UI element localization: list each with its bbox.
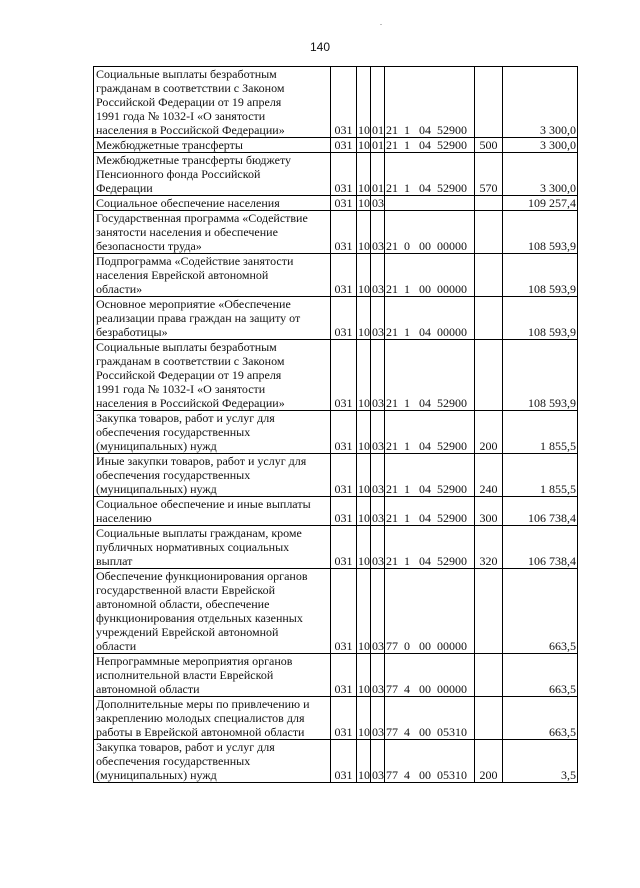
- row-name-line: области»: [96, 282, 143, 296]
- row-name: [94, 196, 331, 211]
- row-name-line: (муниципальных) нужд: [96, 482, 217, 496]
- row-subsection: 03: [371, 411, 385, 454]
- row-target-code: 21 1 00 00000: [385, 254, 475, 297]
- row-sum: 109 257,4: [503, 196, 578, 211]
- row-section: 10: [357, 697, 371, 740]
- row-name-line: обеспечения государственных: [96, 754, 251, 768]
- row-name-line: населения в Российской Федерации»: [96, 123, 285, 137]
- row-name-line: автономной области: [96, 682, 200, 696]
- row-sum: 663,5: [503, 569, 578, 654]
- row-subsection: 01: [371, 67, 385, 138]
- row-expense-type: [475, 211, 503, 254]
- row-subsection: 03: [371, 740, 385, 783]
- row-target-code: 21 1 04 52900: [385, 497, 475, 526]
- row-target-code: 77 4 00 00000: [385, 654, 475, 697]
- row-sum: 663,5: [503, 697, 578, 740]
- row-subsection: 03: [371, 254, 385, 297]
- row-target-code: 21 1 04 00000: [385, 297, 475, 340]
- row-name: [94, 153, 331, 196]
- row-name: [94, 526, 331, 569]
- row-name-line: публичных нормативных социальных: [96, 540, 290, 554]
- row-target-code: 21 1 04 52900: [385, 67, 475, 138]
- row-section: 10: [357, 153, 371, 196]
- row-target-code: 77 4 00 05310: [385, 697, 475, 740]
- row-name-line: гражданам в соответствии с Законом: [96, 81, 285, 95]
- row-name-line: области: [96, 639, 137, 653]
- row-name-line: 1991 года № 1032-I «О занятости: [96, 109, 266, 123]
- row-target-code: 21 1 04 52900: [385, 138, 475, 153]
- row-ved: 031: [331, 297, 357, 340]
- row-name-line: Социальные выплаты безработным: [96, 340, 277, 354]
- row-section: 10: [358, 196, 370, 210]
- row-ved: 031: [331, 497, 357, 526]
- row-ved: 031: [331, 340, 357, 411]
- row-name-line: закреплению молодых специалистов для: [96, 711, 305, 725]
- row-expense-type: [475, 254, 503, 297]
- row-target-code: 21 1 04 52900: [385, 454, 475, 497]
- table-row: [94, 454, 578, 497]
- row-name-line: обеспечения государственных: [96, 425, 251, 439]
- row-name-line: гражданам в соответствии с Законом: [96, 354, 285, 368]
- row-expense-type: [475, 67, 503, 138]
- row-name: [94, 654, 331, 697]
- row-sum: 108 593,9: [503, 340, 578, 411]
- row-subsection: 03: [371, 454, 385, 497]
- row-expense-type: [475, 297, 503, 340]
- row-target-code: 21 0 00 00000: [385, 211, 475, 254]
- row-section: 10: [358, 138, 370, 152]
- table-row: [94, 497, 578, 526]
- row-name-line: исполнительной власти Еврейской: [96, 668, 274, 682]
- row-name-line: Непрограммные мероприятия органов: [96, 654, 293, 668]
- row-name-line: Российской Федерации от 19 апреля: [96, 95, 282, 109]
- row-name-line: Обеспечение функционирования органов: [96, 569, 308, 583]
- row-name-line: Социальное обеспечение населения: [96, 196, 280, 210]
- row-name-line: Государственная программа «Содействие: [96, 211, 308, 225]
- row-ved: 031: [331, 654, 357, 697]
- row-name-line: выплат: [96, 554, 133, 568]
- row-section: 10: [357, 569, 371, 654]
- row-subsection: 01: [372, 138, 384, 152]
- row-name: [94, 740, 331, 783]
- row-expense-type: 200: [475, 740, 503, 783]
- row-ved: 031: [331, 454, 357, 497]
- row-sum: 3,5: [503, 740, 578, 783]
- row-subsection: 03: [371, 497, 385, 526]
- table-row: [94, 254, 578, 297]
- row-section: 10: [357, 340, 371, 411]
- row-section: 10: [357, 654, 371, 697]
- row-name-line: Закупка товаров, работ и услуг для: [96, 411, 275, 425]
- row-expense-type: 500: [475, 138, 503, 153]
- row-ved: 031: [331, 411, 357, 454]
- row-name: [94, 254, 331, 297]
- row-name-line: Межбюджетные трансферты: [96, 138, 243, 152]
- row-name-line: Пенсионного фонда Российской: [96, 167, 261, 181]
- row-name-line: населению: [96, 511, 152, 525]
- row-expense-type: [475, 569, 503, 654]
- row-expense-type: 300: [475, 497, 503, 526]
- row-sum: 108 593,9: [503, 254, 578, 297]
- row-name-line: функционирования отдельных казенных: [96, 611, 303, 625]
- page-number: 140: [309, 40, 331, 54]
- row-name: [94, 340, 331, 411]
- row-name-line: Социальные выплаты безработным: [96, 67, 277, 81]
- row-section: 10: [357, 454, 371, 497]
- row-name-line: Российской Федерации от 19 апреля: [96, 368, 282, 382]
- row-sum: 106 738,4: [503, 497, 578, 526]
- row-name-line: Социальные выплаты гражданам, кроме: [96, 526, 302, 540]
- row-name-line: обеспечения государственных: [96, 468, 251, 482]
- row-sum: 1 855,5: [503, 411, 578, 454]
- row-target-code: 21 1 04 52900: [385, 153, 475, 196]
- row-sum: 108 593,9: [503, 211, 578, 254]
- row-name-line: автономной области, обеспечение: [96, 597, 270, 611]
- row-name-line: работы в Еврейской автономной области: [96, 725, 305, 739]
- row-name-line: (муниципальных) нужд: [96, 768, 217, 782]
- row-sum: 106 738,4: [503, 526, 578, 569]
- row-section: 10: [357, 211, 371, 254]
- row-name-line: учреждений Еврейской автономной: [96, 625, 279, 639]
- row-sum: 663,5: [503, 654, 578, 697]
- row-expense-type: [475, 340, 503, 411]
- row-section: 10: [357, 297, 371, 340]
- row-target-code: 21 1 04 52900: [385, 340, 475, 411]
- table-row: [94, 740, 578, 783]
- row-section: 10: [357, 411, 371, 454]
- row-ved: 031: [331, 153, 357, 196]
- row-sum: 3 300,0: [503, 153, 578, 196]
- row-name-line: Закупка товаров, работ и услуг для: [96, 740, 275, 754]
- table-row: [94, 67, 578, 138]
- row-target-code: [385, 196, 475, 211]
- row-subsection: 03: [371, 654, 385, 697]
- row-target-code: 21 1 04 52900: [385, 526, 475, 569]
- row-name-line: Дополнительные меры по привлечению и: [96, 697, 310, 711]
- row-ved: 031: [331, 526, 357, 569]
- row-name-line: занятости населения и обеспечение: [96, 225, 278, 239]
- row-subsection: 03: [371, 526, 385, 569]
- table-row: [94, 697, 578, 740]
- row-sum: 1 855,5: [503, 454, 578, 497]
- row-name: [94, 411, 331, 454]
- row-expense-type: 320: [475, 526, 503, 569]
- row-section: 10: [357, 67, 371, 138]
- row-name-line: населения в Российской Федерации»: [96, 396, 285, 410]
- row-name: [94, 569, 331, 654]
- table-row: [94, 526, 578, 569]
- row-expense-type: 240: [475, 454, 503, 497]
- row-name-line: безопасности труда»: [96, 239, 202, 253]
- row-section: 10: [357, 740, 371, 783]
- row-subsection: 03: [371, 211, 385, 254]
- row-name-line: Основное мероприятие «Обеспечение: [96, 297, 291, 311]
- row-name-line: Подпрограмма «Содействие занятости: [96, 254, 294, 268]
- table-row: [94, 297, 578, 340]
- row-ved: 031: [331, 254, 357, 297]
- row-name-line: 1991 года № 1032-I «О занятости: [96, 382, 266, 396]
- table-row: [94, 340, 578, 411]
- table-row: [94, 411, 578, 454]
- row-subsection: 03: [371, 340, 385, 411]
- table-row: [94, 211, 578, 254]
- row-subsection: 03: [371, 297, 385, 340]
- row-name-line: Федерации: [96, 181, 153, 195]
- row-ved: 031: [331, 740, 357, 783]
- row-name-line: Социальное обеспечение и иные выплаты: [96, 497, 311, 511]
- table-row: [94, 654, 578, 697]
- row-target-code: 77 0 00 00000: [385, 569, 475, 654]
- row-name-line: безработицы»: [96, 325, 168, 339]
- row-ved: 031: [331, 697, 357, 740]
- row-name-line: реализации права граждан на защиту от: [96, 311, 301, 325]
- row-subsection: 01: [371, 153, 385, 196]
- table-row: [94, 569, 578, 654]
- row-name: [94, 297, 331, 340]
- row-expense-type: [475, 654, 503, 697]
- row-sum: 3 300,0: [503, 138, 578, 153]
- row-name: [94, 697, 331, 740]
- row-ved: 031: [331, 67, 357, 138]
- row-name-line: Межбюджетные трансферты бюджету: [96, 153, 292, 167]
- row-name: [94, 67, 331, 138]
- scan-mark: .: [380, 18, 382, 27]
- row-ved: 031: [331, 211, 357, 254]
- table-body: [94, 67, 578, 783]
- row-expense-type: 200: [475, 411, 503, 454]
- row-expense-type: [475, 697, 503, 740]
- row-expense-type: 570: [475, 153, 503, 196]
- row-name-line: населения Еврейской автономной: [96, 268, 269, 282]
- row-section: 10: [357, 526, 371, 569]
- row-section: 10: [357, 497, 371, 526]
- row-name-line: государственной власти Еврейской: [96, 583, 276, 597]
- row-ved: 031: [331, 196, 357, 211]
- row-target-code: 21 1 04 52900: [385, 411, 475, 454]
- row-section: 10: [357, 254, 371, 297]
- row-expense-type: [475, 196, 503, 211]
- table-row: [94, 196, 578, 211]
- row-target-code: 77 4 00 05310: [385, 740, 475, 783]
- row-name: [94, 454, 331, 497]
- row-name: [94, 138, 331, 153]
- row-ved: 031: [331, 138, 357, 153]
- row-sum: 3 300,0: [503, 67, 578, 138]
- row-subsection: 03: [372, 196, 384, 210]
- row-name-line: Иные закупки товаров, работ и услуг для: [96, 454, 307, 468]
- table-row: [94, 153, 578, 196]
- row-subsection: 03: [371, 697, 385, 740]
- row-name: [94, 211, 331, 254]
- row-sum: 108 593,9: [503, 297, 578, 340]
- row-subsection: 03: [371, 569, 385, 654]
- row-name: [94, 497, 331, 526]
- row-name-line: (муниципальных) нужд: [96, 439, 217, 453]
- row-ved: 031: [331, 569, 357, 654]
- budget-table: [93, 66, 578, 783]
- table-row: [94, 138, 578, 153]
